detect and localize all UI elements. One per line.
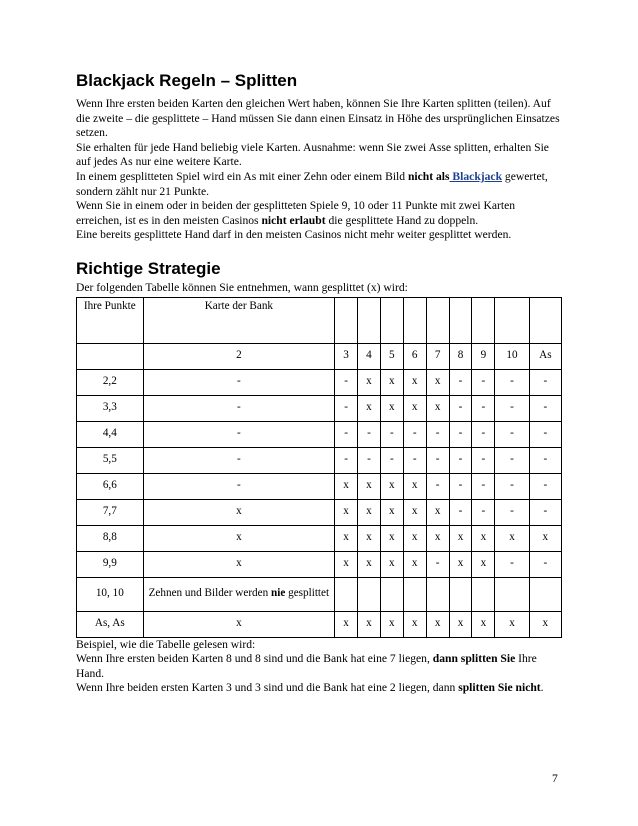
split-cell: - [426, 551, 449, 577]
split-cell: x [403, 525, 426, 551]
split-cell: x [358, 551, 381, 577]
split-cell: x [358, 611, 381, 637]
split-cell: x [426, 395, 449, 421]
text-segment: Wenn Sie in einem oder in beiden der gesplitteten Spiele 9, 10 oder 11 Punkte mit zwei Karten erreichen, ist es in den meisten Casinos [76, 199, 516, 227]
header-empty-cell [495, 297, 529, 343]
paragraph-double-rule [76, 199, 562, 228]
paragraph-cards-per-hand: Sie erhalten für jede Hand beliebig viele Karten. Ausnahme: wenn Sie zwei Asse splitten, erhalten Sie auf jedes As nur eine weitere Karte. [76, 140, 549, 169]
empty-cell [403, 577, 426, 611]
split-cell: x [449, 525, 472, 551]
split-cell: - [529, 499, 561, 525]
split-cell: x [335, 499, 358, 525]
split-cell: - [358, 447, 381, 473]
split-cell: x [358, 473, 381, 499]
bank-card-cell: 8 [449, 343, 472, 369]
text-segment: Wenn Ihre ersten beiden Karten 8 und 8 sind und die Bank hat eine 7 liegen, [76, 652, 433, 666]
empty-cell [472, 577, 495, 611]
split-cell: - [495, 369, 529, 395]
split-cell: x [335, 473, 358, 499]
empty-cell [449, 577, 472, 611]
hand-cell: 8,8 [77, 525, 144, 551]
split-cell: x [403, 473, 426, 499]
header-empty-cell [335, 297, 358, 343]
split-cell: x [380, 499, 403, 525]
text-segment: die gesplittete Hand zu doppeln. [325, 213, 479, 227]
split-cell: - [449, 447, 472, 473]
split-cell: - [380, 447, 403, 473]
split-cell: - [143, 473, 335, 499]
split-cell: x [529, 525, 561, 551]
text-segment: Zehnen und Bilder werden [148, 587, 271, 600]
split-cell: - [449, 473, 472, 499]
page-content [76, 70, 562, 696]
split-cell: x [403, 611, 426, 637]
bank-cards-row [77, 343, 562, 369]
empty-cell [380, 577, 403, 611]
split-cell: - [529, 395, 561, 421]
hand-cell: 2,2 [77, 369, 144, 395]
split-cell: - [472, 499, 495, 525]
split-cell: - [495, 421, 529, 447]
table-row [77, 473, 562, 499]
bold-text: nie [271, 587, 286, 600]
empty-cell [426, 577, 449, 611]
header-empty-cell [472, 297, 495, 343]
hand-cell: As, As [77, 611, 144, 637]
split-cell: - [449, 369, 472, 395]
empty-cell [335, 577, 358, 611]
split-cell: - [472, 369, 495, 395]
split-cell: x [358, 369, 381, 395]
split-cell: x [358, 395, 381, 421]
split-cell: - [495, 499, 529, 525]
split-cell: - [403, 447, 426, 473]
split-cell: x [335, 525, 358, 551]
bank-card-cell: 2 [143, 343, 335, 369]
split-cell: x [495, 525, 529, 551]
text-segment: gewertet, sondern zählt nur 21 Punkte. [76, 169, 548, 198]
split-cell: - [335, 421, 358, 447]
split-cell: - [426, 447, 449, 473]
bank-card-cell: As [529, 343, 561, 369]
tens-note-cell [143, 577, 335, 611]
bold-text: dann splitten Sie [432, 652, 516, 666]
split-cell: x [426, 525, 449, 551]
bank-card-cell: 4 [358, 343, 381, 369]
split-cell: x [426, 369, 449, 395]
split-cell: - [335, 369, 358, 395]
split-cell: - [529, 421, 561, 447]
hand-cell: 6,6 [77, 473, 144, 499]
split-cell: x [143, 525, 335, 551]
text-segment: gesplittet [285, 587, 330, 600]
section-title-strategie: Richtige Strategie [76, 258, 221, 278]
paragraph-split-rule: Wenn Ihre ersten beiden Karten den gleichen Wert haben, können Sie Ihre Karten splitten (teilen). Auf die zweite – die gesplittete – Hand müssen Sie dann einen Einsatz in Höhe des ursprünglichen Einsatzes setzen. [76, 97, 560, 140]
hand-cell: 3,3 [77, 395, 144, 421]
split-cell: - [143, 421, 335, 447]
split-cell: x [143, 499, 335, 525]
split-cell: - [472, 447, 495, 473]
split-cell: x [380, 611, 403, 637]
split-cell: x [358, 499, 381, 525]
split-cell: - [495, 447, 529, 473]
split-cell: x [449, 611, 472, 637]
split-cell: - [472, 473, 495, 499]
empty-cell [495, 577, 529, 611]
table-row [77, 499, 562, 525]
split-cell: x [426, 611, 449, 637]
split-cell: x [472, 611, 495, 637]
text-segment: In einem gesplitteten Spiel wird ein As mit einer Zehn oder einem Bild [76, 169, 408, 183]
bank-card-cell: 6 [403, 343, 426, 369]
split-cell: - [495, 551, 529, 577]
table-row [77, 369, 562, 395]
header-empty-cell [529, 297, 561, 343]
split-cell: - [335, 395, 358, 421]
split-cell: x [335, 611, 358, 637]
split-cell: - [380, 421, 403, 447]
split-cell: - [472, 395, 495, 421]
example-2 [76, 681, 562, 696]
header-empty-cell [403, 297, 426, 343]
split-cell: - [449, 499, 472, 525]
bank-card-cell: 5 [380, 343, 403, 369]
bank-card-cell: 7 [426, 343, 449, 369]
table-row [77, 395, 562, 421]
split-cell: - [529, 447, 561, 473]
bank-card-cell: 9 [472, 343, 495, 369]
split-cell: - [529, 369, 561, 395]
split-cell: x [495, 611, 529, 637]
split-cell: - [143, 369, 335, 395]
split-cell: x [380, 525, 403, 551]
hand-cell: 10, 10 [77, 577, 144, 611]
header-empty-cell [449, 297, 472, 343]
split-cell: x [472, 525, 495, 551]
table-intro: Der folgenden Tabelle können Sie entnehmen, wann gesplittet (x) wird: [76, 280, 408, 294]
split-cell: - [449, 421, 472, 447]
header-empty-cell [380, 297, 403, 343]
section-title-splitten: Blackjack Regeln – Splitten [76, 71, 298, 90]
example-1 [76, 652, 562, 681]
blackjack-link[interactable]: Blackjack [449, 169, 503, 183]
table-row [77, 525, 562, 551]
split-cell: x [380, 473, 403, 499]
text-segment: Wenn Ihre beiden ersten Karten 3 und 3 sind und die Bank hat eine 2 liegen, dann [76, 681, 459, 695]
split-cell: x [358, 525, 381, 551]
table-row [77, 421, 562, 447]
split-cell: x [403, 395, 426, 421]
table-row-tens [77, 577, 562, 611]
table-row [77, 551, 562, 577]
header-bank-label: Karte der Bank [143, 297, 335, 343]
paragraph-resplit-rule: Eine bereits gesplittete Hand darf in den meisten Casinos nicht mehr weiter gesplittet werden. [76, 228, 512, 242]
bold-text: nicht erlaubt [261, 213, 326, 227]
split-cell: - [335, 447, 358, 473]
header-empty-cell [426, 297, 449, 343]
split-cell: x [380, 551, 403, 577]
split-cell: - [495, 395, 529, 421]
split-cell: - [358, 421, 381, 447]
split-cell: x [403, 369, 426, 395]
split-cell: x [403, 499, 426, 525]
header-empty-cell [358, 297, 381, 343]
text-segment: Ihre Hand. [76, 652, 537, 680]
page-number: 7 [552, 772, 558, 785]
text-segment: . [540, 681, 544, 695]
header-hand-label: Ihre Punkte [77, 297, 144, 343]
split-cell: - [529, 473, 561, 499]
hand-cell: 5,5 [77, 447, 144, 473]
split-cell: x [380, 369, 403, 395]
split-cell: - [529, 551, 561, 577]
split-cell: - [143, 447, 335, 473]
split-cell: x [143, 611, 335, 637]
empty-cell [77, 343, 144, 369]
strategy-table [76, 297, 562, 638]
split-cell: - [143, 395, 335, 421]
table-header-row [77, 297, 562, 343]
split-cell: - [472, 421, 495, 447]
split-cell: x [380, 395, 403, 421]
bank-card-cell: 10 [495, 343, 529, 369]
hand-cell: 4,4 [77, 421, 144, 447]
paragraph-ace-blackjack [76, 170, 562, 199]
split-cell: - [426, 421, 449, 447]
split-cell: x [426, 499, 449, 525]
table-row [77, 447, 562, 473]
hand-cell: 9,9 [77, 551, 144, 577]
split-cell: x [403, 551, 426, 577]
split-cell: - [403, 421, 426, 447]
split-cell: - [449, 395, 472, 421]
table-row-aces [77, 611, 562, 637]
bold-text: splitten Sie nicht [458, 681, 541, 695]
split-cell: x [449, 551, 472, 577]
empty-cell [358, 577, 381, 611]
split-cell: x [529, 611, 561, 637]
bold-text: nicht als [407, 169, 450, 183]
hand-cell: 7,7 [77, 499, 144, 525]
bank-card-cell: 3 [335, 343, 358, 369]
split-cell: - [426, 473, 449, 499]
empty-cell [529, 577, 561, 611]
split-cell: x [143, 551, 335, 577]
example-intro: Beispiel, wie die Tabelle gelesen wird: [76, 637, 256, 651]
split-cell: - [495, 473, 529, 499]
split-cell: x [472, 551, 495, 577]
split-cell: x [335, 551, 358, 577]
